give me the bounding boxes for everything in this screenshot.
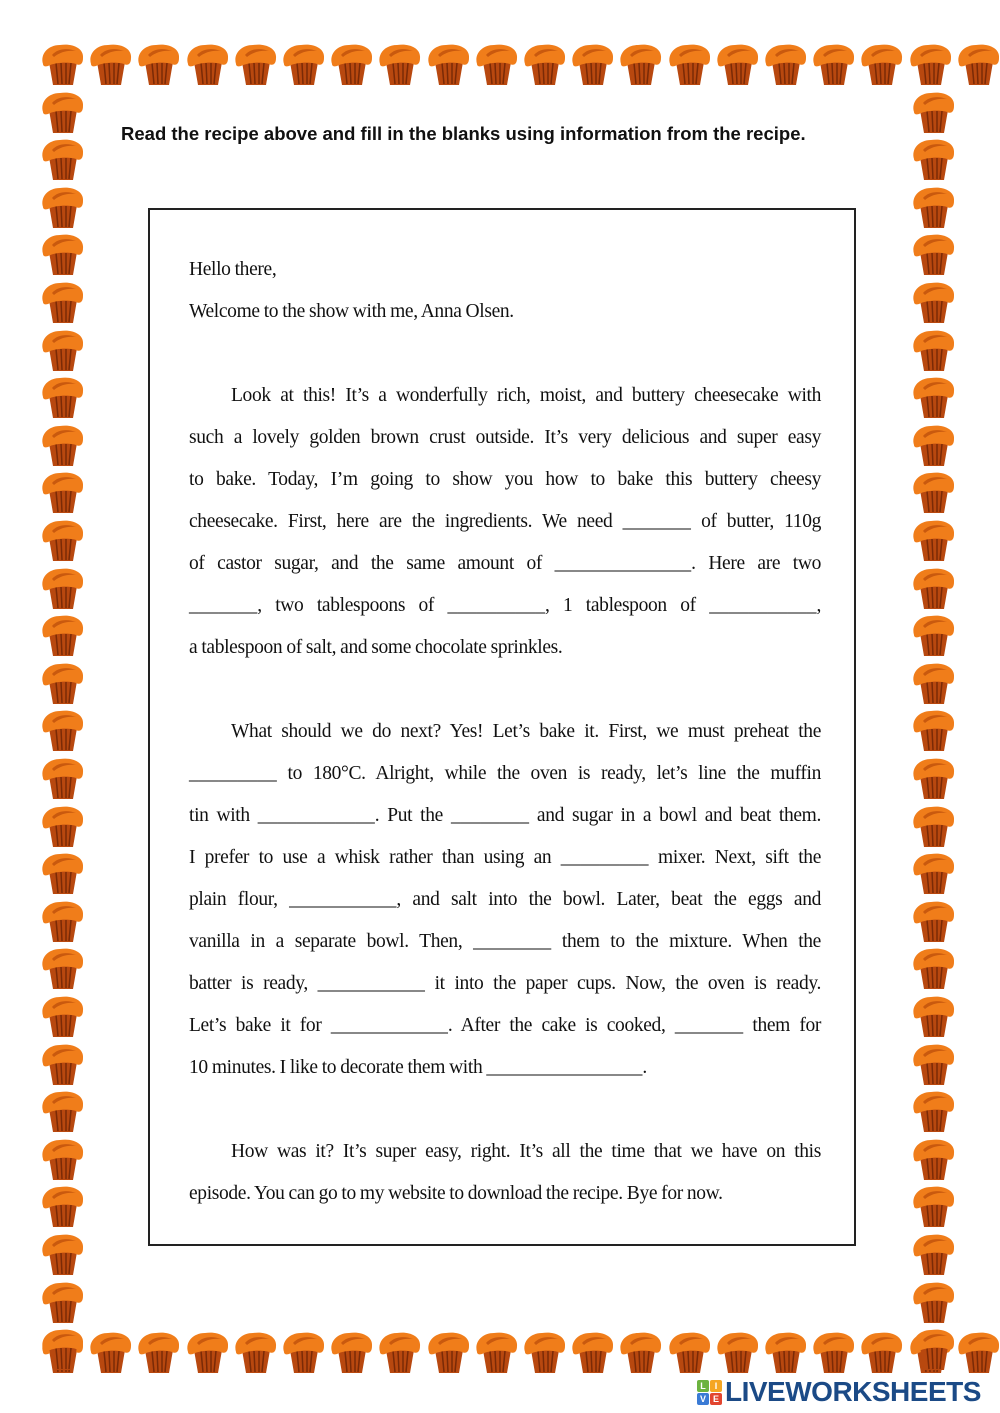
live-tiles-icon xyxy=(697,1380,722,1405)
muffin-icon xyxy=(88,1330,134,1374)
muffin-icon xyxy=(911,1089,957,1133)
muffin-icon xyxy=(426,42,472,86)
muffin-icon xyxy=(911,90,957,134)
logo-tile: L xyxy=(697,1380,709,1392)
logo-text: LIVEWORKSHEETS xyxy=(725,1376,981,1407)
muffin-icon xyxy=(911,470,957,514)
muffin-icon xyxy=(233,1330,279,1374)
text-segment: . After the cake is cooked, xyxy=(447,1015,675,1036)
muffin-icon xyxy=(911,1184,957,1228)
muffin-icon xyxy=(911,851,957,895)
muffin-icon xyxy=(377,1330,423,1374)
fill-in-blank[interactable]: _______ xyxy=(674,1015,744,1036)
text-line xyxy=(189,550,821,592)
muffin-icon xyxy=(40,375,86,419)
text-line xyxy=(189,1054,821,1096)
text-segment: batter is ready, xyxy=(189,973,318,994)
text-segment: to bake. Today, I’m going to show you how to bake this buttery cheesy xyxy=(189,469,821,490)
muffin-icon xyxy=(40,804,86,848)
muffin-icon xyxy=(911,756,957,800)
text-segment: Welcome to the show with me, Anna Olsen. xyxy=(189,301,514,322)
muffin-icon xyxy=(40,661,86,705)
muffin-icon xyxy=(233,42,279,86)
text-segment: cheesecake. First, here are the ingredients. We need xyxy=(189,511,623,532)
text-segment: , xyxy=(816,595,821,616)
muffin-icon xyxy=(136,42,182,86)
muffin-icon xyxy=(859,42,905,86)
text-segment: Hello there, xyxy=(189,259,277,280)
fill-in-blank[interactable]: ___________ xyxy=(317,973,425,994)
text-segment: to 180°C. Alright, while the oven is ready, let’s line the muffin xyxy=(276,763,821,784)
muffin-icon xyxy=(40,328,86,372)
muffin-icon xyxy=(40,185,86,229)
text-segment: them for xyxy=(743,1015,822,1036)
muffin-icon xyxy=(185,1330,231,1374)
logo-tile: E xyxy=(710,1393,722,1405)
muffin-icon xyxy=(281,42,327,86)
text-segment: I prefer to use a whisk rather than using an xyxy=(189,847,561,868)
muffin-icon xyxy=(40,1280,86,1324)
muffin-icon xyxy=(329,42,375,86)
fill-in-blank[interactable]: ___________ xyxy=(709,595,817,616)
text-segment: tin with xyxy=(189,805,258,826)
muffin-icon xyxy=(40,1137,86,1181)
text-segment: 10 minutes. I like to decorate them with xyxy=(189,1057,487,1078)
muffin-icon xyxy=(763,42,809,86)
text-segment: of castor sugar, and the same amount of xyxy=(189,553,555,574)
text-line xyxy=(189,424,821,466)
text-line xyxy=(189,970,821,1012)
muffin-icon xyxy=(956,42,1000,86)
fill-in-blank[interactable]: __________ xyxy=(447,595,545,616)
text-line xyxy=(189,382,821,424)
muffin-icon xyxy=(570,42,616,86)
text-line xyxy=(189,928,821,970)
muffin-icon xyxy=(911,328,957,372)
text-segment: a tablespoon of salt, and some chocolate sprinkles. xyxy=(189,637,563,658)
muffin-icon xyxy=(618,42,664,86)
text-segment: . Put the xyxy=(374,805,451,826)
muffin-icon xyxy=(40,899,86,943)
text-segment: , 1 tablespoon of xyxy=(545,595,710,616)
muffin-icon xyxy=(911,566,957,610)
muffin-icon xyxy=(40,851,86,895)
muffin-icon xyxy=(40,470,86,514)
muffin-icon xyxy=(911,708,957,752)
muffin-icon xyxy=(40,280,86,324)
muffin-icon xyxy=(911,899,957,943)
text-line xyxy=(189,1180,821,1222)
muffin-icon xyxy=(811,1330,857,1374)
text-segment: mixer. Next, sift the xyxy=(648,847,822,868)
muffin-icon xyxy=(40,1232,86,1276)
paragraph xyxy=(189,1138,821,1222)
muffin-icon xyxy=(40,613,86,657)
text-segment: How was it? It’s super easy, right. It’s all the time that we have on this xyxy=(231,1141,821,1162)
fill-in-blank[interactable]: ________________ xyxy=(486,1057,643,1078)
text-line xyxy=(189,760,821,802)
muffin-icon xyxy=(911,946,957,990)
muffin-icon xyxy=(40,42,86,86)
muffin-icon xyxy=(715,1330,761,1374)
text-line xyxy=(189,466,821,508)
paragraph xyxy=(189,256,821,340)
muffin-icon xyxy=(570,1330,616,1374)
fill-in-blank[interactable]: ___________ xyxy=(289,889,397,910)
muffin-icon xyxy=(911,1137,957,1181)
text-line xyxy=(189,718,821,760)
muffin-icon xyxy=(40,946,86,990)
recipe-text-box xyxy=(148,208,856,1246)
fill-in-blank[interactable]: _______ xyxy=(189,595,258,616)
muffin-icon xyxy=(911,137,957,181)
muffin-icon xyxy=(329,1330,375,1374)
muffin-icon xyxy=(426,1330,472,1374)
muffin-icon xyxy=(618,1330,664,1374)
muffin-icon xyxy=(40,90,86,134)
muffin-icon xyxy=(911,232,957,276)
muffin-icon xyxy=(911,804,957,848)
muffin-icon xyxy=(40,708,86,752)
text-segment: vanilla in a separate bowl. Then, xyxy=(189,931,474,952)
muffin-icon xyxy=(40,756,86,800)
muffin-icon xyxy=(911,1232,957,1276)
paragraph xyxy=(189,718,821,1096)
text-line xyxy=(189,592,821,634)
muffin-icon xyxy=(40,137,86,181)
muffin-icon xyxy=(911,280,957,324)
muffin-icon xyxy=(40,994,86,1038)
muffin-icon xyxy=(911,1327,957,1371)
fill-in-blank[interactable]: ____________ xyxy=(330,1015,448,1036)
text-line xyxy=(189,802,821,844)
text-segment: , and salt into the bowl. Later, beat the eggs and xyxy=(396,889,821,910)
muffin-icon xyxy=(911,375,957,419)
text-line xyxy=(189,1012,821,1054)
text-segment: Look at this! It’s a wonderfully rich, moist, and buttery cheesecake with xyxy=(231,385,821,406)
text-line xyxy=(189,298,821,340)
muffin-icon xyxy=(185,42,231,86)
muffin-icon xyxy=(911,423,957,467)
text-segment: such a lovely golden brown crust outside. It’s very delicious and super easy xyxy=(189,427,821,448)
muffin-icon xyxy=(474,1330,520,1374)
muffin-icon xyxy=(911,1042,957,1086)
muffin-icon xyxy=(40,518,86,562)
recipe-text xyxy=(189,256,821,1264)
muffin-icon xyxy=(911,185,957,229)
muffin-icon xyxy=(763,1330,809,1374)
muffin-icon xyxy=(911,518,957,562)
muffin-icon xyxy=(956,1330,1000,1374)
muffin-icon xyxy=(40,1327,86,1371)
muffin-icon xyxy=(715,42,761,86)
paragraph xyxy=(189,382,821,676)
text-segment: . Here are two xyxy=(691,553,821,574)
muffin-icon xyxy=(474,42,520,86)
text-segment: , two tablespoons of xyxy=(257,595,448,616)
liveworksheets-logo[interactable] xyxy=(697,1376,981,1408)
muffin-icon xyxy=(40,566,86,610)
muffin-icon xyxy=(911,994,957,1038)
fill-in-blank[interactable]: _______ xyxy=(622,511,691,532)
muffin-icon xyxy=(522,1330,568,1374)
muffin-icon xyxy=(911,661,957,705)
muffin-icon xyxy=(859,1330,905,1374)
muffin-icon xyxy=(281,1330,327,1374)
text-segment: episode. You can go to my website to download the recipe. Bye for now. xyxy=(189,1183,723,1204)
text-line xyxy=(189,634,821,676)
muffin-icon xyxy=(40,423,86,467)
fill-in-blank[interactable]: _________ xyxy=(560,847,649,868)
muffin-icon xyxy=(667,1330,713,1374)
fill-in-blank[interactable]: ________ xyxy=(450,805,529,826)
muffin-icon xyxy=(911,613,957,657)
muffin-icon xyxy=(136,1330,182,1374)
muffin-icon xyxy=(40,1042,86,1086)
text-segment: and sugar in a bowl and beat them. xyxy=(528,805,821,826)
muffin-icon xyxy=(40,1184,86,1228)
logo-tile: I xyxy=(710,1380,722,1392)
text-segment: plain flour, xyxy=(189,889,290,910)
text-segment: of butter, 110g xyxy=(690,511,821,532)
fill-in-blank[interactable]: ____________ xyxy=(257,805,375,826)
muffin-icon xyxy=(88,42,134,86)
text-line xyxy=(189,1138,821,1180)
text-line xyxy=(189,886,821,928)
text-segment: Let’s bake it for xyxy=(189,1015,331,1036)
muffin-icon xyxy=(811,42,857,86)
fill-in-blank[interactable]: ______________ xyxy=(554,553,692,574)
muffin-icon xyxy=(522,42,568,86)
muffin-icon xyxy=(377,42,423,86)
instruction-text: Read the recipe above and fill in the blanks using information from the recipe. xyxy=(121,123,806,144)
fill-in-blank[interactable]: ________ xyxy=(473,931,552,952)
muffin-icon xyxy=(911,1280,957,1324)
text-segment: . xyxy=(642,1057,647,1078)
fill-in-blank[interactable]: _________ xyxy=(189,763,277,784)
muffin-icon xyxy=(40,232,86,276)
muffin-icon xyxy=(40,1089,86,1133)
text-segment: them to the mixture. When the xyxy=(551,931,821,952)
text-segment: What should we do next? Yes! Let’s bake it. First, we must preheat the xyxy=(231,721,821,742)
muffin-icon xyxy=(908,42,954,86)
muffin-icon xyxy=(667,42,713,86)
text-segment: it into the paper cups. Now, the oven is ready. xyxy=(424,973,822,994)
logo-tile: V xyxy=(697,1393,709,1405)
text-line xyxy=(189,844,821,886)
text-line xyxy=(189,256,821,298)
text-line xyxy=(189,508,821,550)
